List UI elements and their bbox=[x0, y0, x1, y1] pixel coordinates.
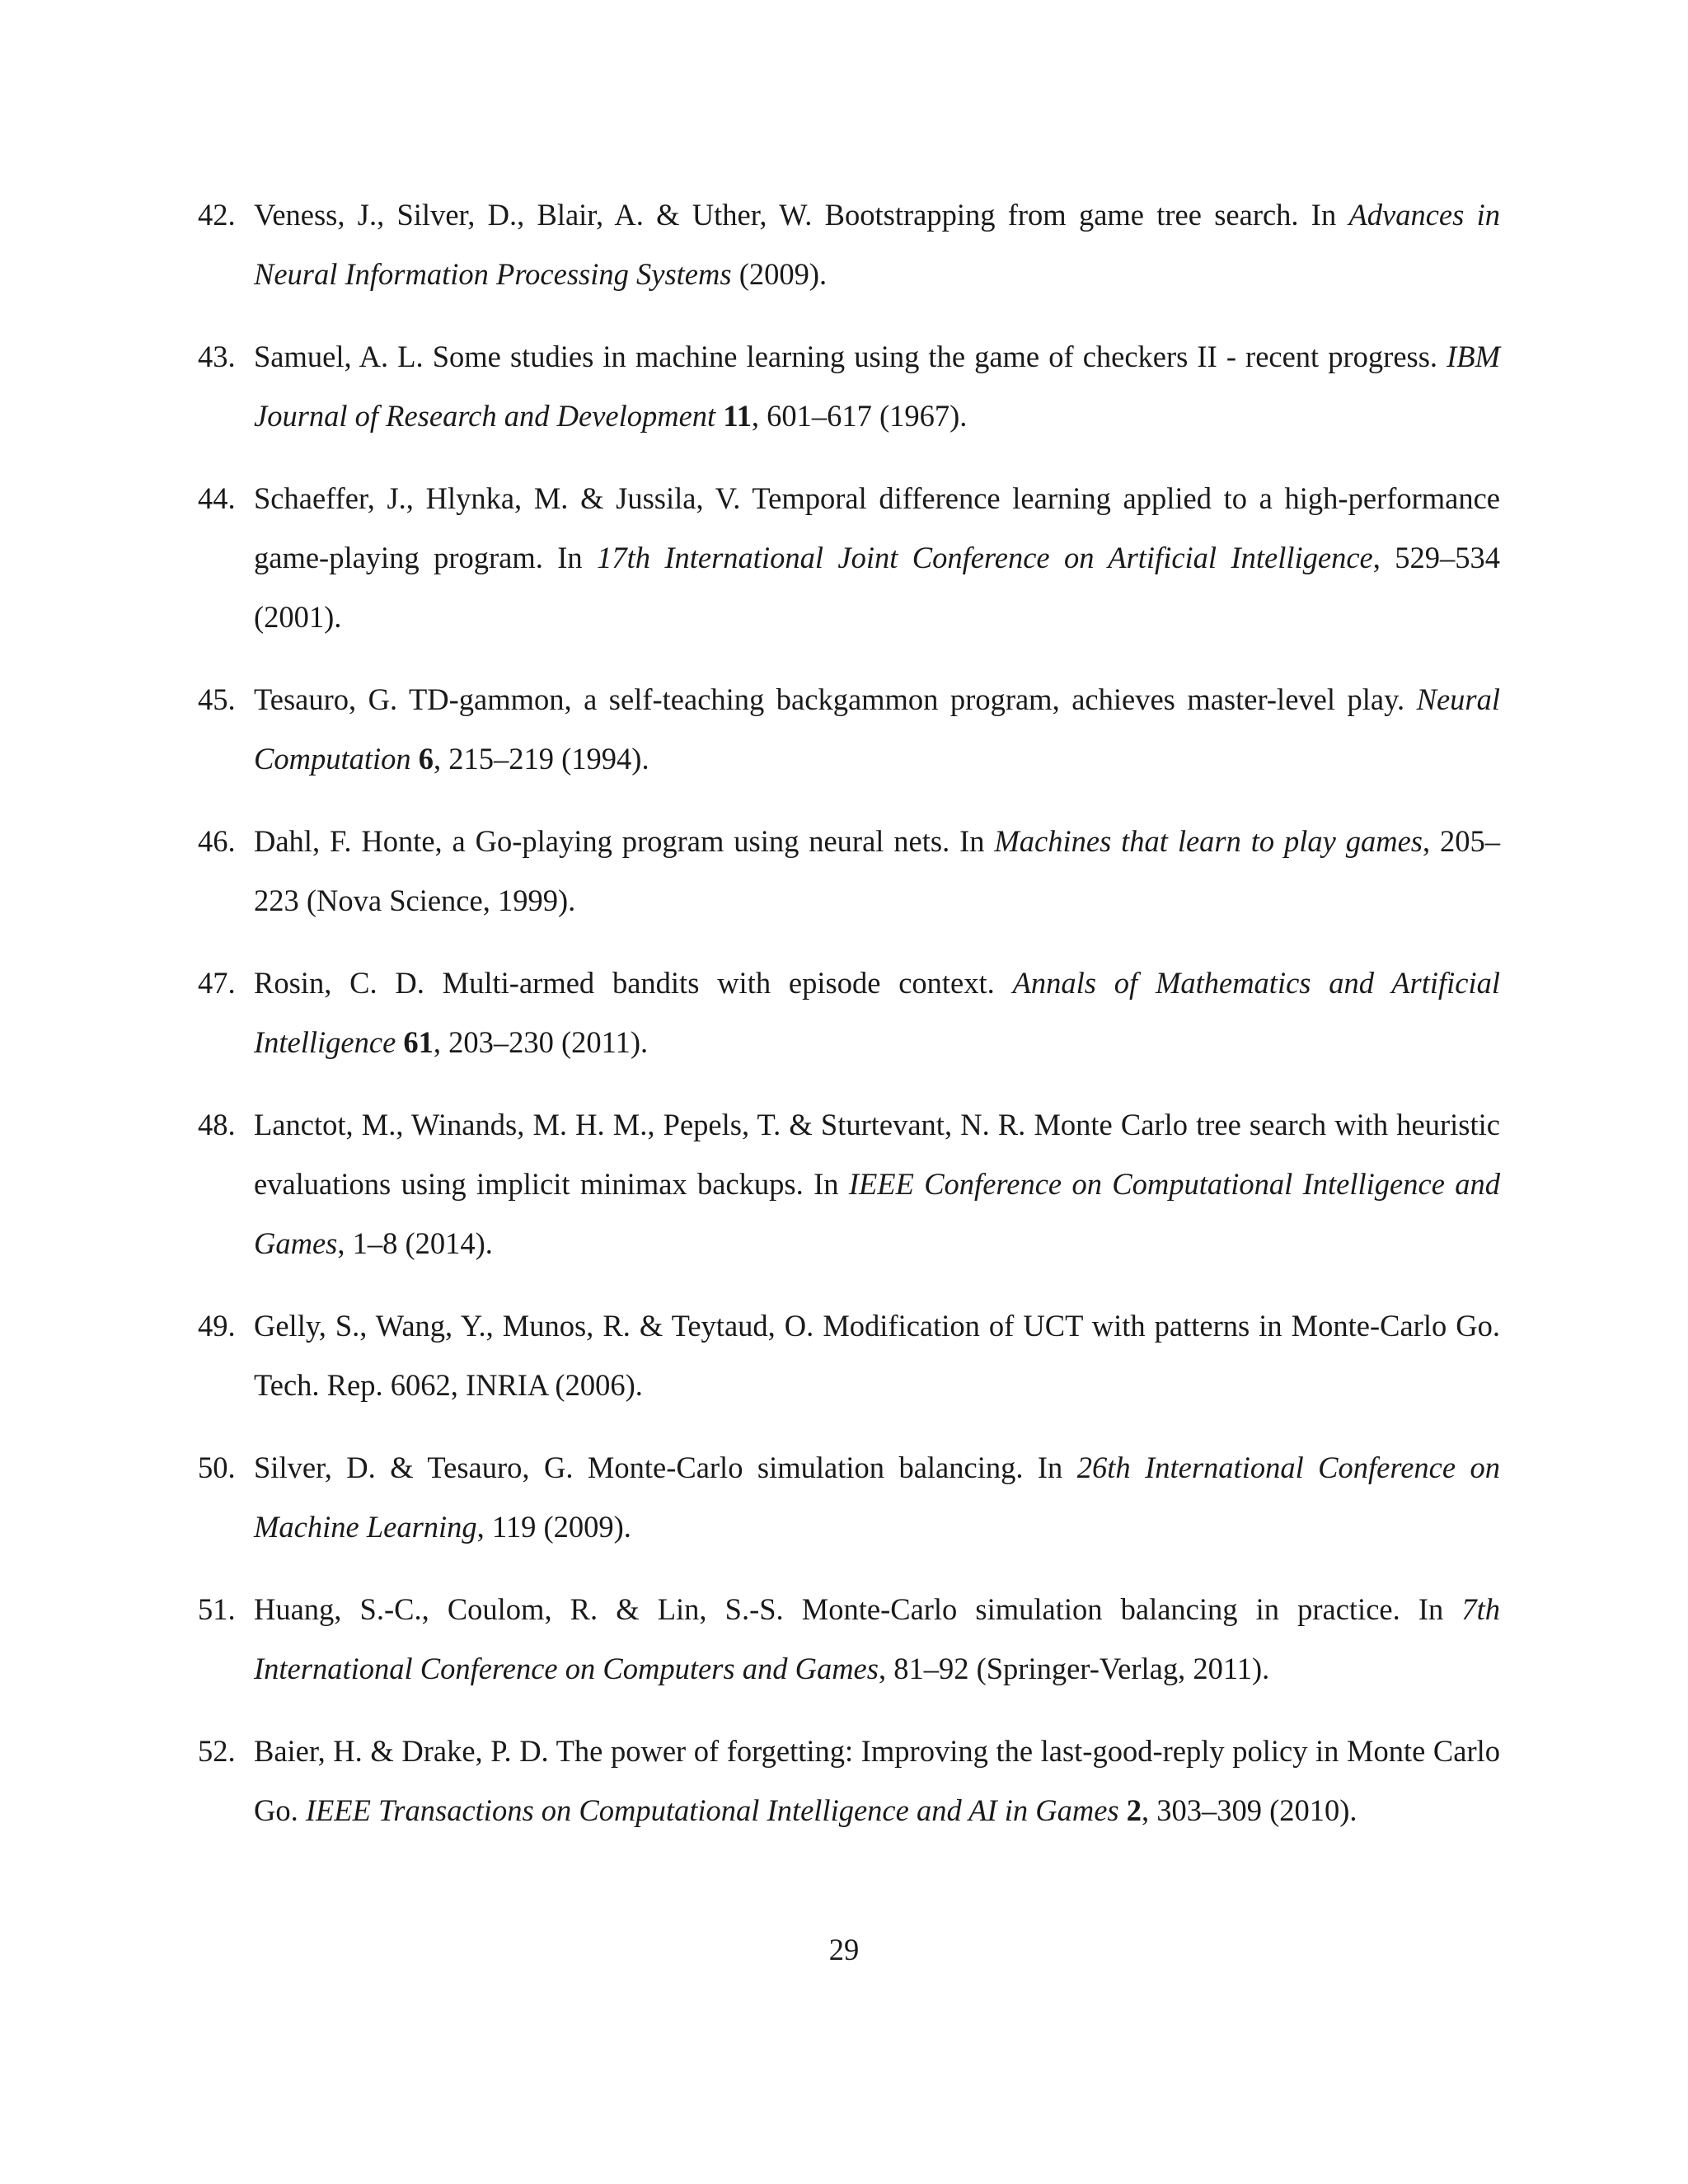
reference-segment: Lanctot, M., Winands, M. H. M., Pepels, T. & Sturtevant, N. R. Monte Carlo tree search with heuristic evaluations using implicit minimax backups. In bbox=[254, 1108, 1500, 1201]
reference-venue: Machines that learn to play games bbox=[994, 824, 1423, 858]
reference-number: 42. bbox=[198, 198, 236, 232]
reference-text bbox=[254, 1108, 1500, 1260]
reference-volume: 6 bbox=[418, 742, 434, 776]
reference-volume: 61 bbox=[403, 1025, 434, 1059]
reference-number: 52. bbox=[198, 1734, 236, 1768]
reference-item bbox=[198, 1095, 1500, 1273]
reference-venue: Advances in Neural Information Processing Systems bbox=[254, 198, 1500, 291]
reference-text bbox=[254, 1451, 1500, 1544]
reference-segment: Veness, J., Silver, D., Blair, A. & Uther, W. Bootstrapping from game tree search. In bbox=[254, 198, 1349, 232]
reference-item bbox=[198, 327, 1500, 446]
reference-number: 47. bbox=[198, 966, 236, 1000]
reference-segment: , 205–223 (Nova Science, 1999). bbox=[254, 824, 1501, 917]
reference-segment: Silver, D. & Tesauro, G. Monte-Carlo simulation balancing. In bbox=[254, 1451, 1077, 1484]
reference-venue: Annals of Mathematics and Artificial Intelligence bbox=[254, 966, 1500, 1059]
reference-venue: IEEE Transactions on Computational Intelligence and AI in Games bbox=[305, 1793, 1119, 1827]
reference-segment: Baier, H. & Drake, P. D. The power of forgetting: Improving the last-good-reply policy in Monte Carlo Go. bbox=[254, 1734, 1500, 1827]
reference-segment: , 601–617 (1967). bbox=[751, 399, 968, 433]
reference-item bbox=[198, 670, 1500, 789]
reference-item bbox=[198, 185, 1500, 304]
reference-number: 48. bbox=[198, 1108, 236, 1141]
reference-text bbox=[254, 1592, 1500, 1685]
reference-segment: Gelly, S., Wang, Y., Munos, R. & Teytaud, O. Modification of UCT with patterns in Monte-Carlo Go. Tech. Rep. 6062, INRIA (2006). bbox=[254, 1309, 1500, 1402]
reference-text bbox=[254, 682, 1500, 776]
reference-segment: (2009). bbox=[731, 257, 828, 291]
reference-item bbox=[198, 1722, 1500, 1840]
reference-segment bbox=[411, 742, 419, 776]
reference-segment: Rosin, C. D. Multi-armed bandits with episode context. bbox=[254, 966, 1013, 1000]
reference-item bbox=[198, 1296, 1500, 1415]
reference-segment bbox=[1119, 1793, 1127, 1827]
reference-segment: , 81–92 (Springer-Verlag, 2011). bbox=[878, 1652, 1270, 1685]
reference-text bbox=[254, 1309, 1500, 1402]
reference-venue: IEEE Conference on Computational Intelligence and Games bbox=[254, 1167, 1500, 1260]
reference-segment: Samuel, A. L. Some studies in machine learning using the game of checkers II - recent progress. bbox=[254, 340, 1447, 373]
reference-text bbox=[254, 481, 1500, 634]
reference-segment: , 303–309 (2010). bbox=[1142, 1793, 1357, 1827]
reference-item bbox=[198, 1580, 1500, 1699]
reference-venue: IBM Journal of Research and Development bbox=[254, 340, 1500, 433]
reference-text bbox=[254, 340, 1500, 433]
reference-item bbox=[198, 812, 1500, 930]
reference-text bbox=[254, 966, 1500, 1059]
reference-segment: , 119 (2009). bbox=[476, 1510, 631, 1544]
reference-number: 45. bbox=[198, 682, 236, 716]
reference-venue: 17th International Joint Conference on Artificial Intelligence bbox=[597, 541, 1373, 574]
reference-number: 44. bbox=[198, 481, 236, 515]
reference-segment: , 215–219 (1994). bbox=[434, 742, 649, 776]
reference-venue: 7th International Conference on Computers and Games bbox=[254, 1592, 1500, 1685]
reference-item bbox=[198, 1438, 1500, 1557]
reference-number: 43. bbox=[198, 340, 236, 373]
reference-segment: , 203–230 (2011). bbox=[433, 1025, 649, 1059]
reference-number: 49. bbox=[198, 1309, 236, 1343]
reference-venue: Neural Computation bbox=[254, 682, 1500, 776]
reference-number: 51. bbox=[198, 1592, 236, 1626]
reference-text bbox=[254, 824, 1500, 917]
reference-segment: Huang, S.-C., Coulom, R. & Lin, S.-S. Monte-Carlo simulation balancing in practice. In bbox=[254, 1592, 1462, 1626]
reference-segment bbox=[715, 399, 723, 433]
reference-venue: 26th International Conference on Machine Learning bbox=[254, 1451, 1501, 1544]
reference-item bbox=[198, 954, 1500, 1072]
reference-number: 50. bbox=[198, 1451, 236, 1484]
reference-list bbox=[198, 185, 1500, 1863]
reference-segment: Dahl, F. Honte, a Go-playing program using neural nets. In bbox=[254, 824, 995, 858]
reference-text bbox=[254, 1734, 1500, 1827]
reference-number: 46. bbox=[198, 824, 236, 858]
reference-text bbox=[254, 198, 1500, 291]
reference-item bbox=[198, 469, 1500, 647]
reference-segment: , 1–8 (2014). bbox=[337, 1226, 493, 1260]
reference-segment: Schaeffer, J., Hlynka, M. & Jussila, V. Temporal difference learning applied to a high-performance game-playing program. In bbox=[254, 481, 1500, 574]
reference-segment: , 529–534 (2001). bbox=[254, 541, 1501, 634]
reference-segment: Tesauro, G. TD-gammon, a self-teaching backgammon program, achieves master-level play. bbox=[254, 682, 1417, 716]
reference-volume: 2 bbox=[1126, 1793, 1142, 1827]
reference-volume: 11 bbox=[723, 399, 752, 433]
page-number: 29 bbox=[828, 1933, 860, 1966]
